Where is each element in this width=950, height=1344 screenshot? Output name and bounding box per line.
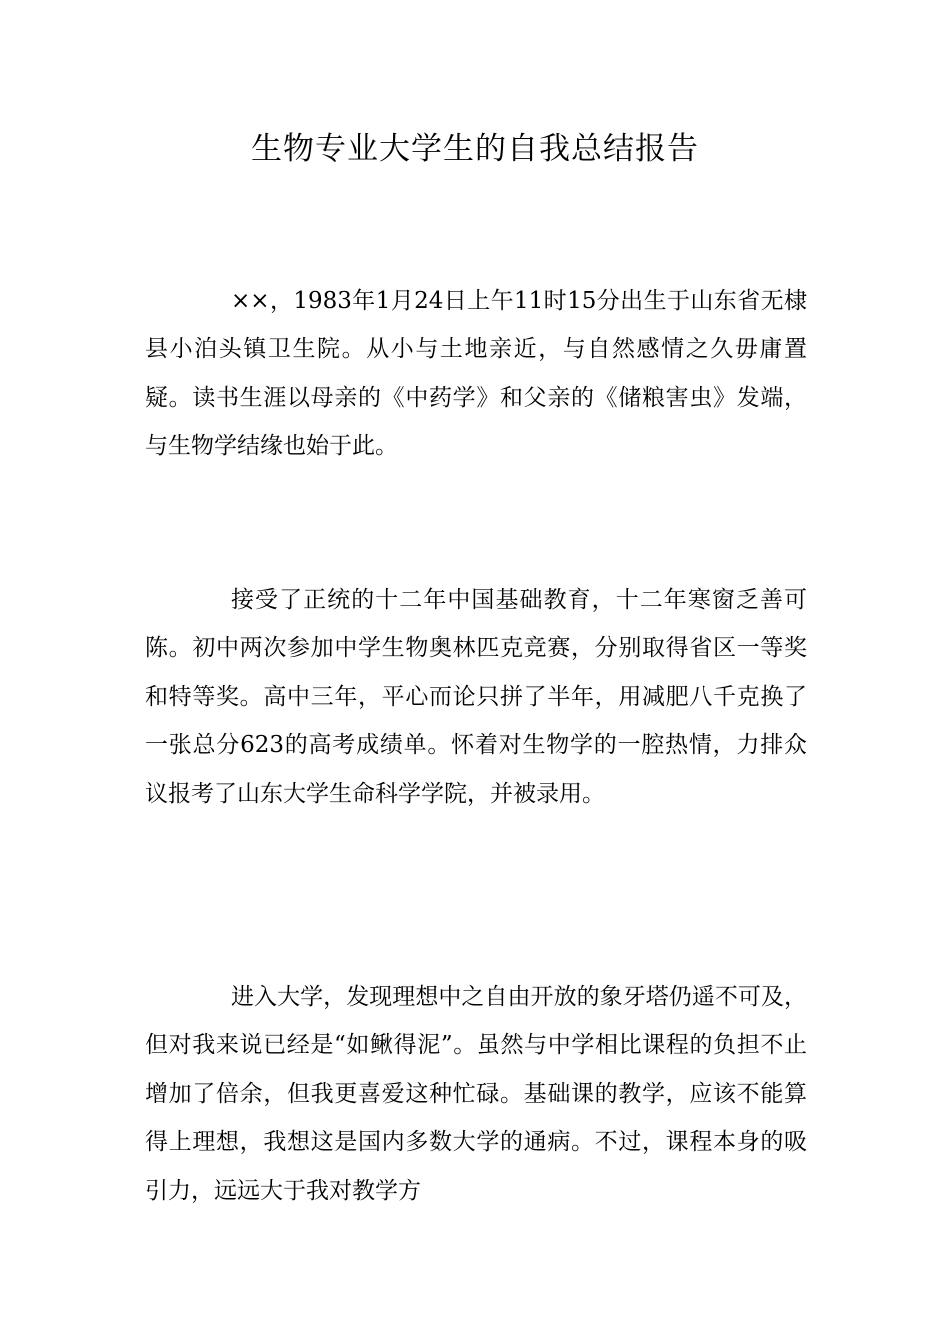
paragraph-2: 接受了正统的十二年中国基础教育，十二年寒窗乏善可陈。初中两次参加中学生物奥林匹克竞赛，分别取得省区一等奖和特等奖。高中三年，平心而论只拼了半年，用减肥八千克换了一张总分623的高考成绩单。怀着对生物学的一腔热情，力排众议报考了山东大学生命科学学院，并被录用。 <box>145 587 807 807</box>
document-title: 生物专业大学生的自我总结报告 <box>251 131 699 167</box>
paragraph-3: 进入大学，发现理想中之自由开放的象牙塔仍遥不可及，但对我来说已经是“如鳅得泥”。虽然与中学相比课程的负担不止增加了倍余，但我更喜爱这种忙碌。基础课的教学，应该不能算得上理想，我想这是国内多数大学的通病。不过，课程本身的吸引力，远远大于我对教学方 <box>145 984 807 1204</box>
paragraph-1: ××，1983年1月24日上午11时15分出生于山东省无棣县小泊头镇卫生院。从小与土地亲近，与自然感情之久毋庸置疑。读书生涯以母亲的《中药学》和父亲的《储粮害虫》发端，与生物学结缘也始于此。 <box>145 288 807 460</box>
